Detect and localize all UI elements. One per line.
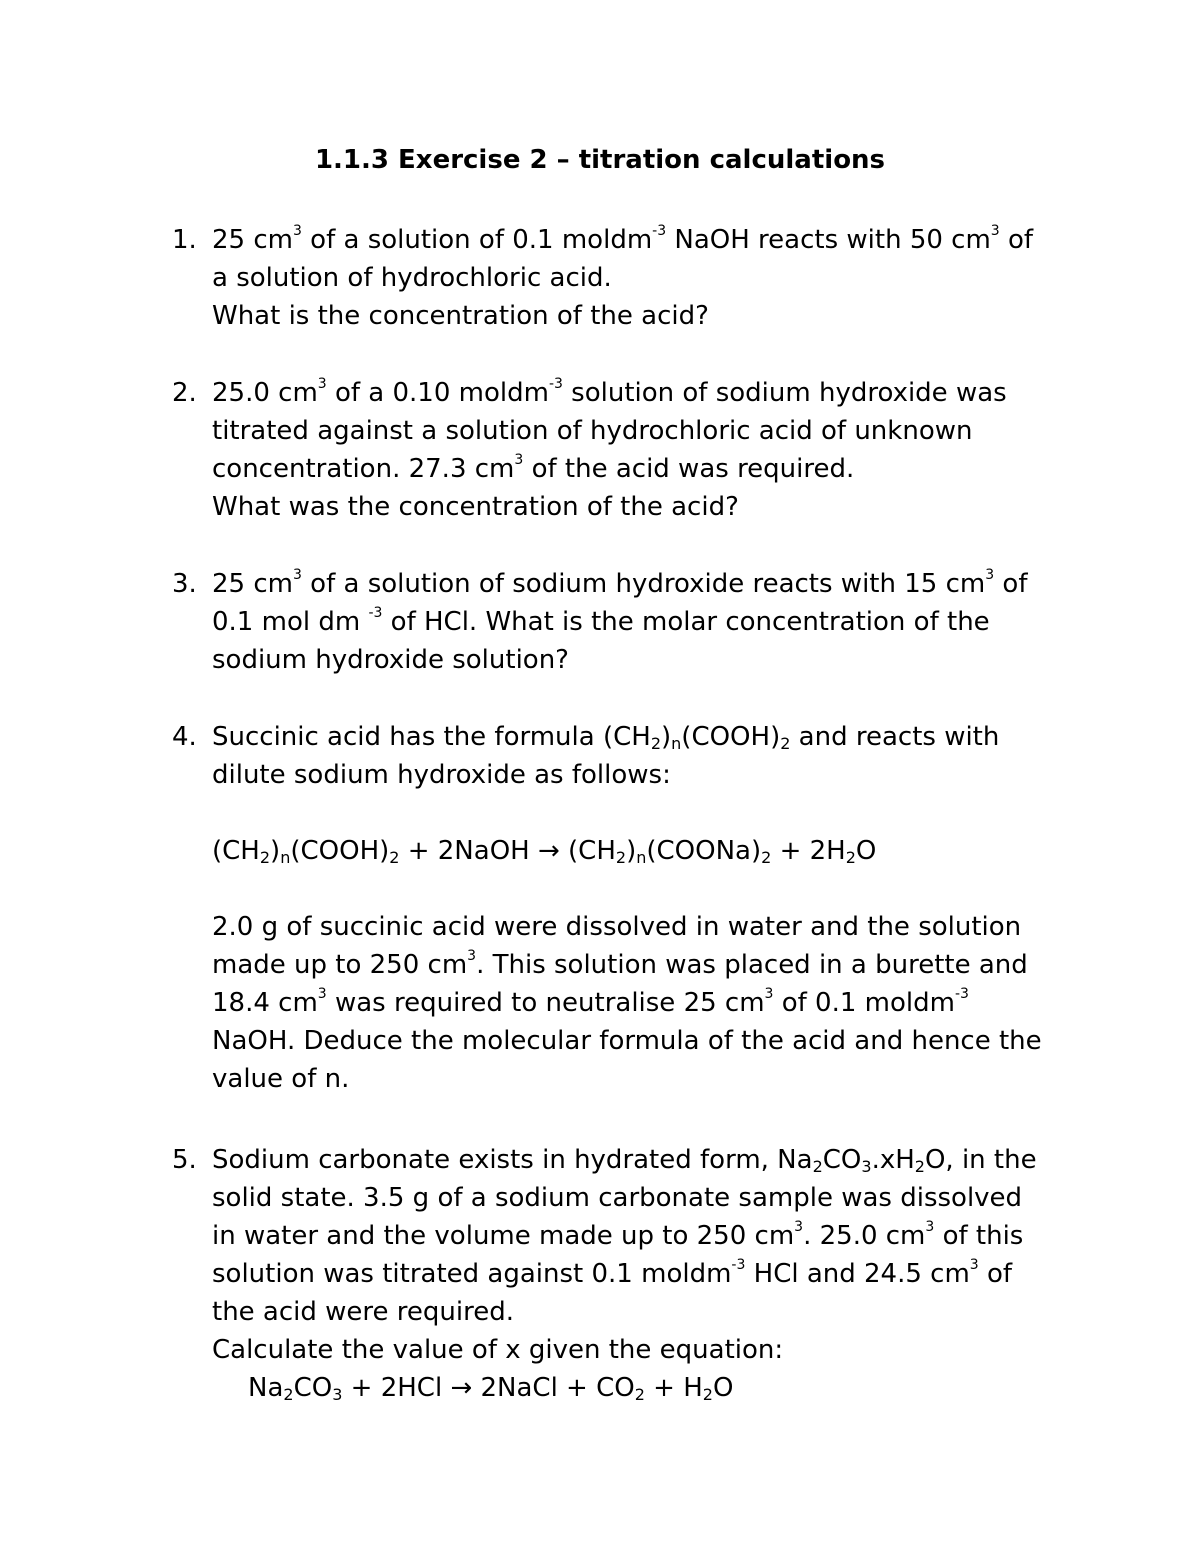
question-number: 5. (172, 1145, 197, 1175)
question-text (212, 718, 1042, 1098)
text-line: 25 $cm^3$ of a solution of sodium hydroxide reacts with 15 $cm^3$ of (212, 567, 1028, 599)
text-line: 2.0 g of succinic acid were dissolved in water and the solution (212, 912, 1022, 942)
text-line: 0.1 mol dm $^{-3}$ of HCl. What is the molar concentration of the (212, 605, 990, 637)
text-line: 25 $cm^3$ of a solution of 0.1 moldm$^{-3}$ NaOH reacts with 50 $cm^3$ of (212, 223, 1034, 255)
question-number: 4. (172, 722, 197, 752)
question-number: 3. (172, 569, 197, 599)
text-line: Sodium carbonate exists in hydrated form, $Na_2CO_3.xH_2O$, in the (212, 1145, 1037, 1176)
text-line: a solution of hydrochloric acid. (212, 263, 612, 293)
text-line: concentration. 27.3 $cm^3$ of the acid was required. (212, 452, 855, 484)
text-line: Succinic acid has the formula $(CH_2)_n(COOH)_2$ and reacts with (212, 722, 1000, 753)
text-line: value of n. (212, 1064, 350, 1094)
chemical-equation: $(CH_2)_n(COOH)_2$ + 2NaOH → $(CH_2)_n(COONa)_2 + 2H_2O$ (212, 836, 877, 867)
text-line: NaOH. Deduce the molecular formula of the acid and hence the (212, 1026, 1042, 1056)
chemical-equation: $Na_2CO_3 + 2HCl$ → 2NaCl + $CO_2 + H_2O$ (248, 1373, 734, 1404)
text-line: in water and the volume made up to 250 $cm^3$. 25.0 $cm^3$ of this (212, 1219, 1024, 1251)
text-line: 18.4 $cm^3$ was required to neutralise 25 $cm^3$ of 0.1 moldm$^{-3}$ (212, 986, 969, 1018)
text-line: solid state. 3.5 g of a sodium carbonate sample was dissolved (212, 1183, 1023, 1213)
question-number: 1. (172, 225, 197, 255)
text-line: dilute sodium hydroxide as follows: (212, 760, 671, 790)
question-text (212, 374, 1032, 526)
question-text (212, 565, 1032, 679)
page-title: 1.1.3 Exercise 2 – titration calculations (314, 145, 886, 175)
text-line: titrated against a solution of hydrochloric acid of unknown (212, 416, 973, 446)
text-line: solution was titrated against 0.1 moldm$^{-3}$ HCl and 24.5 $cm^3$ of (212, 1257, 1013, 1289)
text-line: What is the concentration of the acid? (212, 301, 709, 331)
text-line: sodium hydroxide solution? (212, 645, 569, 675)
question-text (212, 221, 1032, 335)
text-line: the acid were required. (212, 1297, 514, 1327)
text-line: made up to 250 $cm^3$. This solution was placed in a burette and (212, 948, 1028, 980)
text-line: 25.0 $cm^3$ of a 0.10 moldm$^{-3}$ solution of sodium hydroxide was (212, 376, 1007, 408)
text-line: Calculate the value of x given the equation: (212, 1335, 784, 1365)
text-line: What was the concentration of the acid? (212, 492, 739, 522)
question-number: 2. (172, 378, 197, 408)
question-text (212, 1141, 1037, 1407)
